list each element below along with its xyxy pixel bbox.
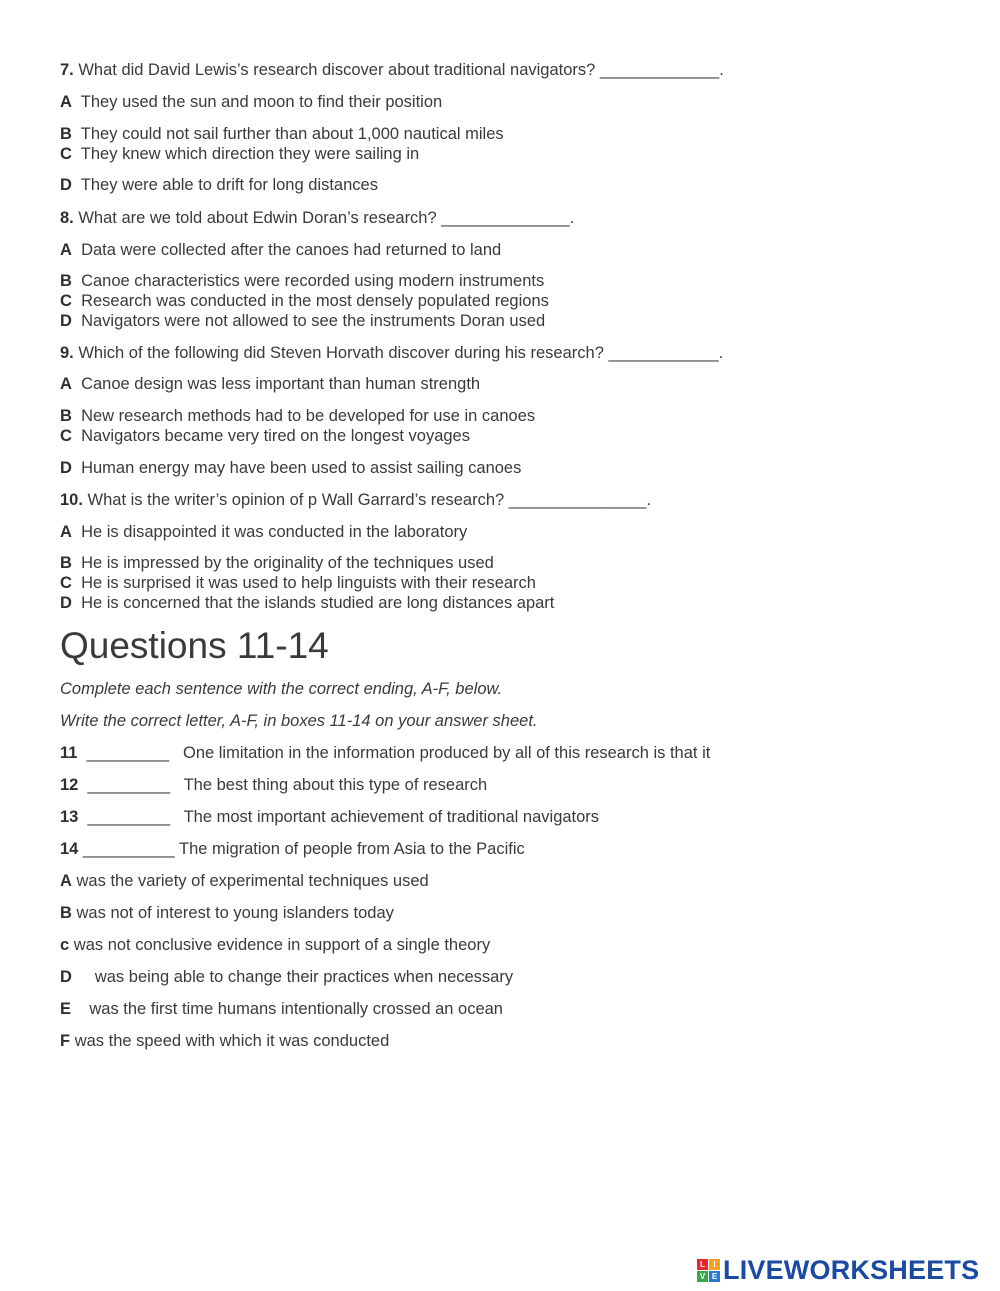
question-8: [60, 208, 574, 228]
logo-block: L: [697, 1259, 708, 1270]
option-8d[interactable]: D Navigators were not allowed to see the instruments Doran used: [60, 312, 546, 330]
question-number: 9.: [60, 344, 74, 362]
option-8b[interactable]: B Canoe characteristics were recorded using modern instruments: [60, 272, 545, 290]
question-text: Which of the following did Steven Horvath discover during his research? ____________.: [78, 344, 724, 362]
ending-d: D was being able to change their practices when necessary: [60, 968, 514, 986]
option-10b[interactable]: B He is impressed by the originality of the techniques used: [60, 554, 494, 572]
instruction-1: Complete each sentence with the correct ending, A-F, below.: [60, 680, 503, 698]
option-8a[interactable]: A Data were collected after the canoes had returned to land: [60, 241, 502, 259]
option-7b[interactable]: B They could not sail further than about 1,000 nautical miles: [60, 125, 504, 143]
option-7c[interactable]: C They knew which direction they were sailing in: [60, 145, 420, 163]
option-10a[interactable]: A He is disappointed it was conducted in the laboratory: [60, 523, 468, 541]
question-text: What is the writer’s opinion of p Wall Garrard’s research? _______________.: [87, 491, 651, 509]
question-7: [60, 60, 724, 80]
option-7d[interactable]: D They were able to drift for long distances: [60, 176, 378, 194]
answer-blank-11[interactable]: _________: [86, 744, 170, 762]
question-9: [60, 343, 723, 363]
option-9b[interactable]: B New research methods had to be developed for use in canoes: [60, 407, 536, 425]
sentence-14: 14 __________ The migration of people from Asia to the Pacific: [60, 840, 525, 858]
logo-block: V: [697, 1271, 708, 1282]
option-9a[interactable]: A Canoe design was less important than human strength: [60, 375, 481, 393]
option-10d[interactable]: D He is concerned that the islands studied are long distances apart: [60, 594, 555, 612]
question-number: 7.: [60, 61, 74, 79]
logo-block: I: [709, 1259, 720, 1270]
ending-b: B was not of interest to young islanders today: [60, 904, 394, 922]
question-10: [60, 490, 651, 510]
ending-e: E was the first time humans intentionally crossed an ocean: [60, 1000, 503, 1018]
answer-blank-13[interactable]: _________: [87, 808, 171, 826]
question-number: 10.: [60, 491, 83, 509]
question-number: 8.: [60, 209, 74, 227]
logo-block: E: [709, 1271, 720, 1282]
option-9c[interactable]: C Navigators became very tired on the longest voyages: [60, 427, 470, 445]
logo-blocks-icon: [697, 1259, 720, 1282]
sentence-11: 11 _________ One limitation in the information produced by all of this research is that it: [60, 744, 711, 762]
ending-f: F was the speed with which it was conducted: [60, 1032, 390, 1050]
logo-text: LIVEWORKSHEETS: [723, 1254, 980, 1285]
question-text: What did David Lewis’s research discover about traditional navigators? _____________.: [78, 61, 724, 79]
instruction-2: Write the correct letter, A-F, in boxes 11-14 on your answer sheet.: [60, 712, 538, 730]
ending-a: A was the variety of experimental techniques used: [60, 872, 429, 890]
liveworksheets-logo: [697, 1254, 979, 1286]
sentence-13: 13 _________ The most important achievement of traditional navigators: [60, 808, 600, 826]
answer-blank-12[interactable]: _________: [87, 776, 171, 794]
option-8c[interactable]: C Research was conducted in the most densely populated regions: [60, 292, 549, 310]
option-7a[interactable]: A They used the sun and moon to find their position: [60, 93, 443, 111]
question-text: What are we told about Edwin Doran’s research? ______________.: [78, 209, 575, 227]
section-title: Questions 11-14: [60, 625, 329, 666]
ending-c: c was not conclusive evidence in support of a single theory: [60, 936, 491, 954]
answer-blank-14[interactable]: __________: [82, 840, 175, 858]
sentence-12: 12 _________ The best thing about this type of research: [60, 776, 488, 794]
option-9d[interactable]: D Human energy may have been used to assist sailing canoes: [60, 459, 522, 477]
option-10c[interactable]: C He is surprised it was used to help linguists with their research: [60, 574, 536, 592]
